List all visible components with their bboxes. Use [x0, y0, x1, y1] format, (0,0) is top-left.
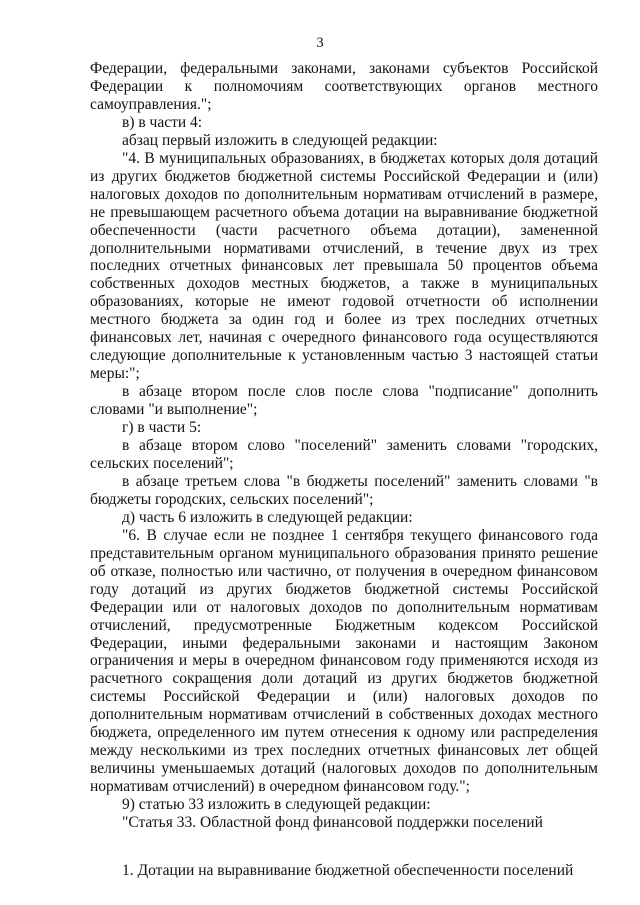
paragraph-item-v: в) в части 4:: [122, 113, 203, 131]
page-number: 3: [316, 35, 324, 51]
paragraph-continuation: Федерации, федеральными законами, законами субъектов Российской Федерации к полномочиям соответствующих органов местного самоуправления.";: [90, 60, 598, 113]
paragraph-amendment: в абзаце третьем слова "в бюджеты поселений" заменить словами "в бюджеты городских, сельских поселений";: [90, 472, 598, 508]
paragraph-item-g: г) в части 5:: [122, 419, 202, 437]
document-body: [90, 60, 598, 880]
paragraph-part-4: "4. В муниципальных образованиях, в бюджетах которых доля дотаций из других бюджетов бюджетной системы Российской Федерации и (или) налоговых доходов по дополнительным нормативам отчислений в размере, не превышающем расчетного объема дотации на выравнивание бюджетной обеспеченности (части расчетного объема дотации), замененной дополнительными нормативами отчислений, в течение двух из трех последних отчетных финансовых лет превышала 50 процентов объема собственных доходов местных бюджетов, а также в муниципальных образованиях, которые не имеют годовой отчетности об исполнении местного бюджета за один год и более из трех последних отчетных финансовых лет, начиная с очередного финансового года осуществляются следующие дополнительные к установленным частью 3 настоящей статьи меры:";: [90, 149, 598, 383]
article-heading: "Статья 33. Областной фонд финансовой поддержки поселений: [122, 814, 543, 832]
paragraph-article-33-part-1: 1. Дотации на выравнивание бюджетной обеспеченности поселений: [122, 861, 574, 879]
paragraph-item-9: 9) статью 33 изложить в следующей редакции:: [122, 796, 431, 814]
paragraph-part-6: "6. В случае если не позднее 1 сентября текущего финансового года представительным органом муниципального образования принято решение об отказе, полностью или частично, от получения в очередном финансовом году дотаций из других бюджетов бюджетной системы Российской Федерации или от налоговых доходов по дополнительным нормативам отчислений, предусмотренные Бюджетным кодексом Российской Федерации, иными федеральными законами и настоящим Законом ограничения и меры в очередном финансовом году применяются исходя из расчетного сокращения доли дотаций из других бюджетов бюджетной системы Российской Федерации и (или) налоговых доходов по дополнительным нормативам отчислений в собственных доходах местного бюджета, определенного им путем отнесения к одному или распределения между несколькими из трех последних отчетных финансовых лет общей величины уменьшаемых дотаций (налоговых доходов по дополнительным нормативам отчислений) в очередном финансовом году.";: [90, 526, 598, 796]
paragraph-item-d: д) часть 6 изложить в следующей редакции:: [122, 508, 413, 526]
spacer: [90, 832, 598, 862]
paragraph-amendment: в абзаце втором после слов после слова "подписание" дополнить словами "и выполнение";: [90, 383, 598, 419]
paragraph-instruction: абзац первый изложить в следующей редакции:: [122, 131, 438, 149]
paragraph-amendment: в абзаце втором слово "поселений" заменить словами "городских, сельских поселений";: [90, 437, 598, 472]
